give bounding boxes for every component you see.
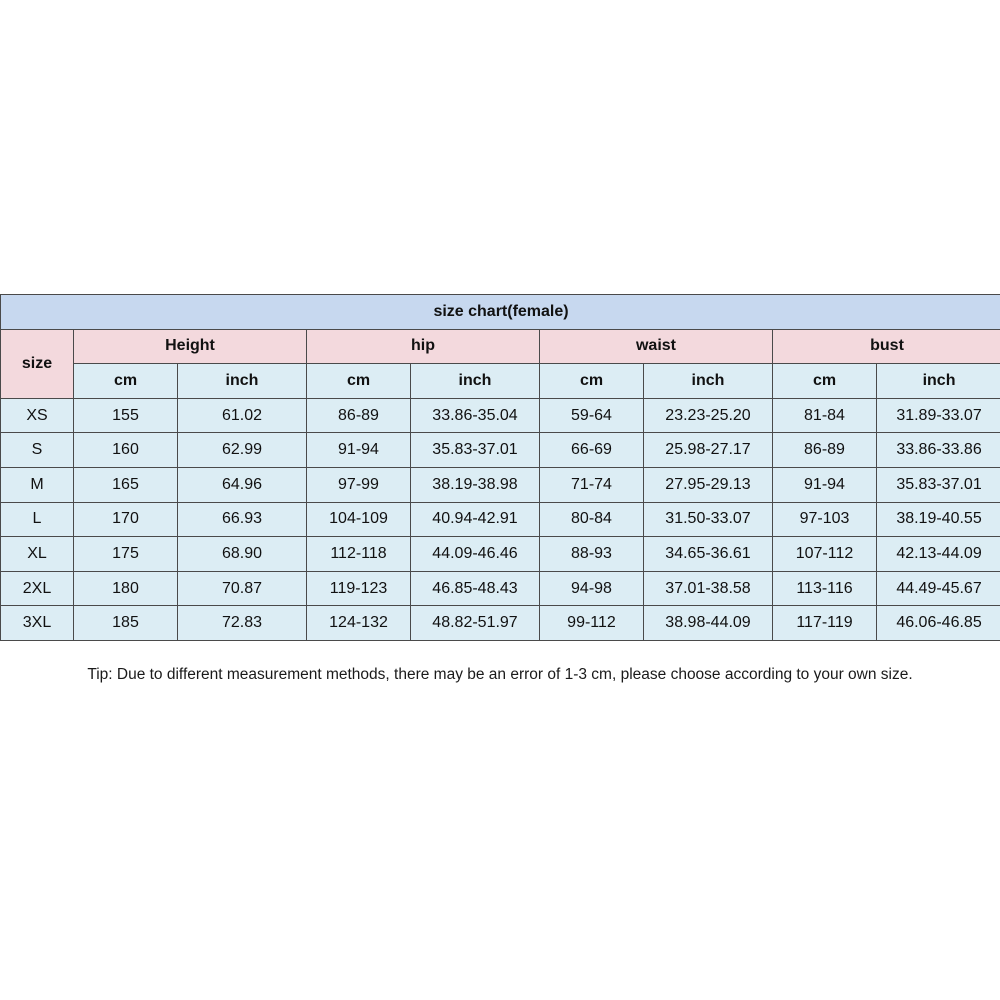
table-cell: 180	[74, 571, 178, 606]
table-cell: 33.86-35.04	[411, 398, 540, 433]
unit-header: inch	[411, 364, 540, 399]
height-group-header: Height	[74, 329, 307, 364]
table-cell: 66.93	[178, 502, 307, 537]
table-cell: 31.89-33.07	[877, 398, 1000, 433]
table-cell: 27.95-29.13	[644, 467, 773, 502]
unit-header: cm	[74, 364, 178, 399]
size-label: XS	[1, 398, 74, 433]
table-cell: 81-84	[773, 398, 877, 433]
table-cell: 94-98	[540, 571, 644, 606]
table-cell: 124-132	[307, 606, 411, 641]
size-label: 3XL	[1, 606, 74, 641]
table-cell: 91-94	[773, 467, 877, 502]
table-cell: 97-103	[773, 502, 877, 537]
size-label: 2XL	[1, 571, 74, 606]
table-cell: 38.19-40.55	[877, 502, 1000, 537]
table-cell: 68.90	[178, 537, 307, 572]
table-cell: 35.83-37.01	[411, 433, 540, 468]
table-cell: 80-84	[540, 502, 644, 537]
table-cell: 46.06-46.85	[877, 606, 1000, 641]
table-row	[1, 571, 1000, 606]
table-cell: 175	[74, 537, 178, 572]
unit-header-row	[1, 364, 1000, 399]
table-cell: 86-89	[773, 433, 877, 468]
size-table	[0, 294, 1000, 641]
table-cell: 46.85-48.43	[411, 571, 540, 606]
table-cell: 48.82-51.97	[411, 606, 540, 641]
table-cell: 35.83-37.01	[877, 467, 1000, 502]
unit-header: cm	[540, 364, 644, 399]
table-cell: 117-119	[773, 606, 877, 641]
table-cell: 72.83	[178, 606, 307, 641]
table-cell: 97-99	[307, 467, 411, 502]
table-row	[1, 398, 1000, 433]
size-chart	[0, 294, 1000, 641]
table-cell: 113-116	[773, 571, 877, 606]
table-cell: 25.98-27.17	[644, 433, 773, 468]
table-cell: 38.98-44.09	[644, 606, 773, 641]
table-row	[1, 606, 1000, 641]
table-cell: 62.99	[178, 433, 307, 468]
table-row	[1, 433, 1000, 468]
size-label: XL	[1, 537, 74, 572]
unit-header: cm	[307, 364, 411, 399]
table-cell: 33.86-33.86	[877, 433, 1000, 468]
table-cell: 44.49-45.67	[877, 571, 1000, 606]
unit-header: inch	[644, 364, 773, 399]
waist-group-header: waist	[540, 329, 773, 364]
bust-group-header: bust	[773, 329, 1000, 364]
size-label: M	[1, 467, 74, 502]
table-cell: 112-118	[307, 537, 411, 572]
size-label: L	[1, 502, 74, 537]
table-cell: 44.09-46.46	[411, 537, 540, 572]
title-row	[1, 295, 1000, 330]
table-cell: 104-109	[307, 502, 411, 537]
table-cell: 86-89	[307, 398, 411, 433]
table-cell: 34.65-36.61	[644, 537, 773, 572]
table-cell: 70.87	[178, 571, 307, 606]
table-cell: 88-93	[540, 537, 644, 572]
table-row	[1, 502, 1000, 537]
group-header-row	[1, 329, 1000, 364]
table-cell: 59-64	[540, 398, 644, 433]
unit-header: inch	[877, 364, 1000, 399]
table-cell: 38.19-38.98	[411, 467, 540, 502]
table-row	[1, 537, 1000, 572]
table-cell: 71-74	[540, 467, 644, 502]
table-cell: 23.23-25.20	[644, 398, 773, 433]
unit-header: inch	[178, 364, 307, 399]
table-cell: 42.13-44.09	[877, 537, 1000, 572]
table-cell: 40.94-42.91	[411, 502, 540, 537]
table-cell: 99-112	[540, 606, 644, 641]
table-cell: 66-69	[540, 433, 644, 468]
table-cell: 37.01-38.58	[644, 571, 773, 606]
table-cell: 160	[74, 433, 178, 468]
table-cell: 91-94	[307, 433, 411, 468]
table-cell: 64.96	[178, 467, 307, 502]
table-cell: 107-112	[773, 537, 877, 572]
table-cell: 61.02	[178, 398, 307, 433]
size-column-header: size	[1, 329, 74, 398]
hip-group-header: hip	[307, 329, 540, 364]
size-label: S	[1, 433, 74, 468]
table-row	[1, 467, 1000, 502]
table-cell: 31.50-33.07	[644, 502, 773, 537]
table-cell: 170	[74, 502, 178, 537]
table-cell: 119-123	[307, 571, 411, 606]
unit-header: cm	[773, 364, 877, 399]
table-cell: 185	[74, 606, 178, 641]
measurement-tip: Tip: Due to different measurement methods, there may be an error of 1-3 cm, please choose according to your own size.	[87, 666, 913, 683]
table-cell: 155	[74, 398, 178, 433]
chart-title: size chart(female)	[1, 295, 1000, 330]
table-cell: 165	[74, 467, 178, 502]
